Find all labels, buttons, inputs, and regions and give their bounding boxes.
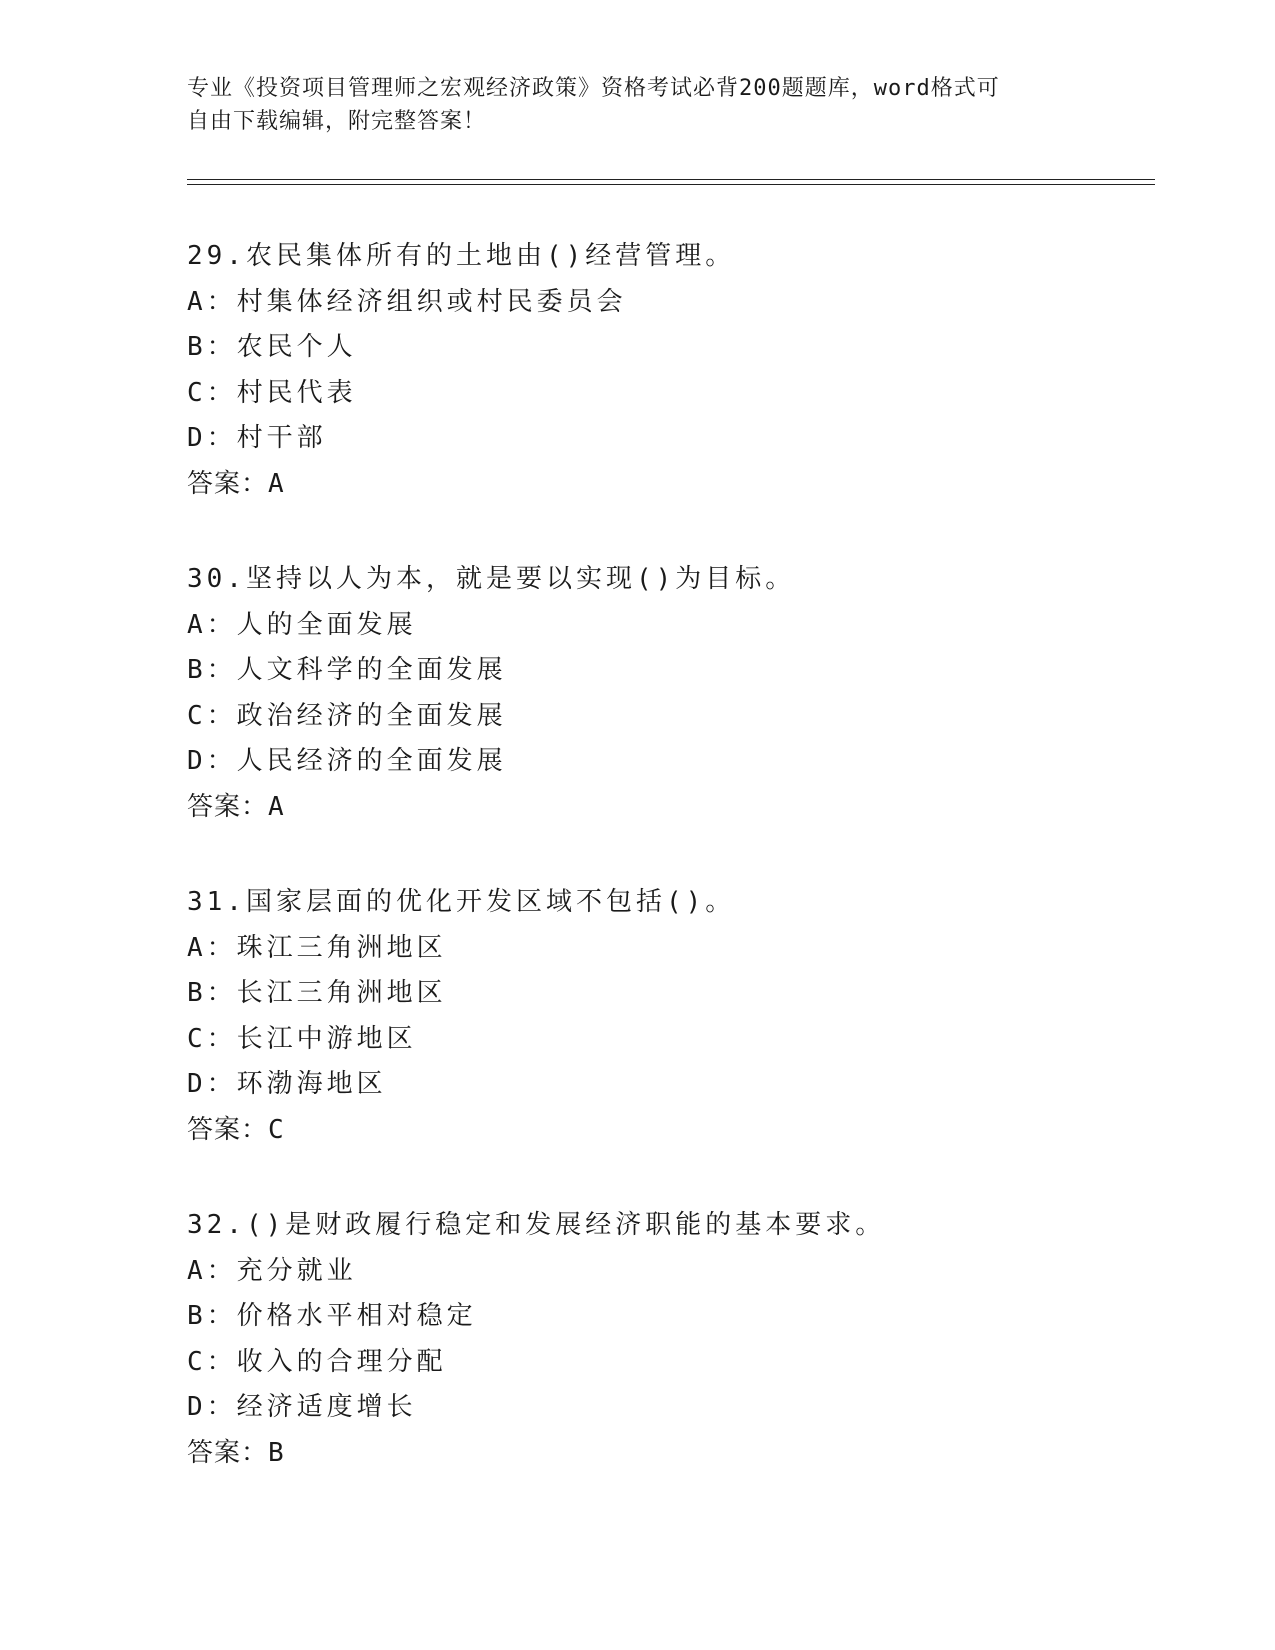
header-divider-top [187,179,1155,180]
option-b: B：农民个人 [187,332,357,362]
question-31 [187,880,1147,1153]
option-b: B：价格水平相对稳定 [187,1301,477,1331]
question-30 [187,557,1147,830]
option-c: C：收入的合理分配 [187,1346,447,1377]
option-a: A：人的全面发展 [187,609,417,640]
option-b: B：人文科学的全面发展 [187,655,507,685]
question-stem: 32.()是财政履行稳定和发展经济职能的基本要求。 [187,1210,886,1240]
question-32 [187,1203,1147,1476]
option-a: A：珠江三角洲地区 [187,932,447,963]
answer-label: 答案：C [187,1114,285,1145]
option-a: A：充分就业 [187,1255,357,1286]
option-d: D：村干部 [187,423,327,453]
option-c: C：长江中游地区 [187,1023,417,1054]
header-line-2: 自由下载编辑，附完整答案！ [187,109,487,134]
question-stem: 30.坚持以人为本，就是要以实现()为目标。 [187,564,796,594]
option-d: D：人民经济的全面发展 [187,746,507,776]
question-list [187,234,1147,1526]
document-header [187,72,1087,138]
option-a: A：村集体经济组织或村民委员会 [187,286,627,317]
option-c: C：政治经济的全面发展 [187,700,507,731]
answer-label: 答案：A [187,791,285,822]
question-29 [187,234,1147,507]
answer-label: 答案：B [187,1437,285,1468]
question-stem: 29.农民集体所有的土地由()经营管理。 [187,241,736,271]
option-d: D：环渤海地区 [187,1069,387,1099]
answer-label: 答案：A [187,468,285,499]
question-stem: 31.国家层面的优化开发区域不包括()。 [187,887,736,917]
option-d: D：经济适度增长 [187,1392,417,1422]
option-c: C：村民代表 [187,377,357,408]
header-line-1: 专业《投资项目管理师之宏观经济政策》资格考试必背200题题库，word格式可 [187,76,1000,101]
header-divider-bottom [187,184,1155,185]
option-b: B：长江三角洲地区 [187,978,447,1008]
